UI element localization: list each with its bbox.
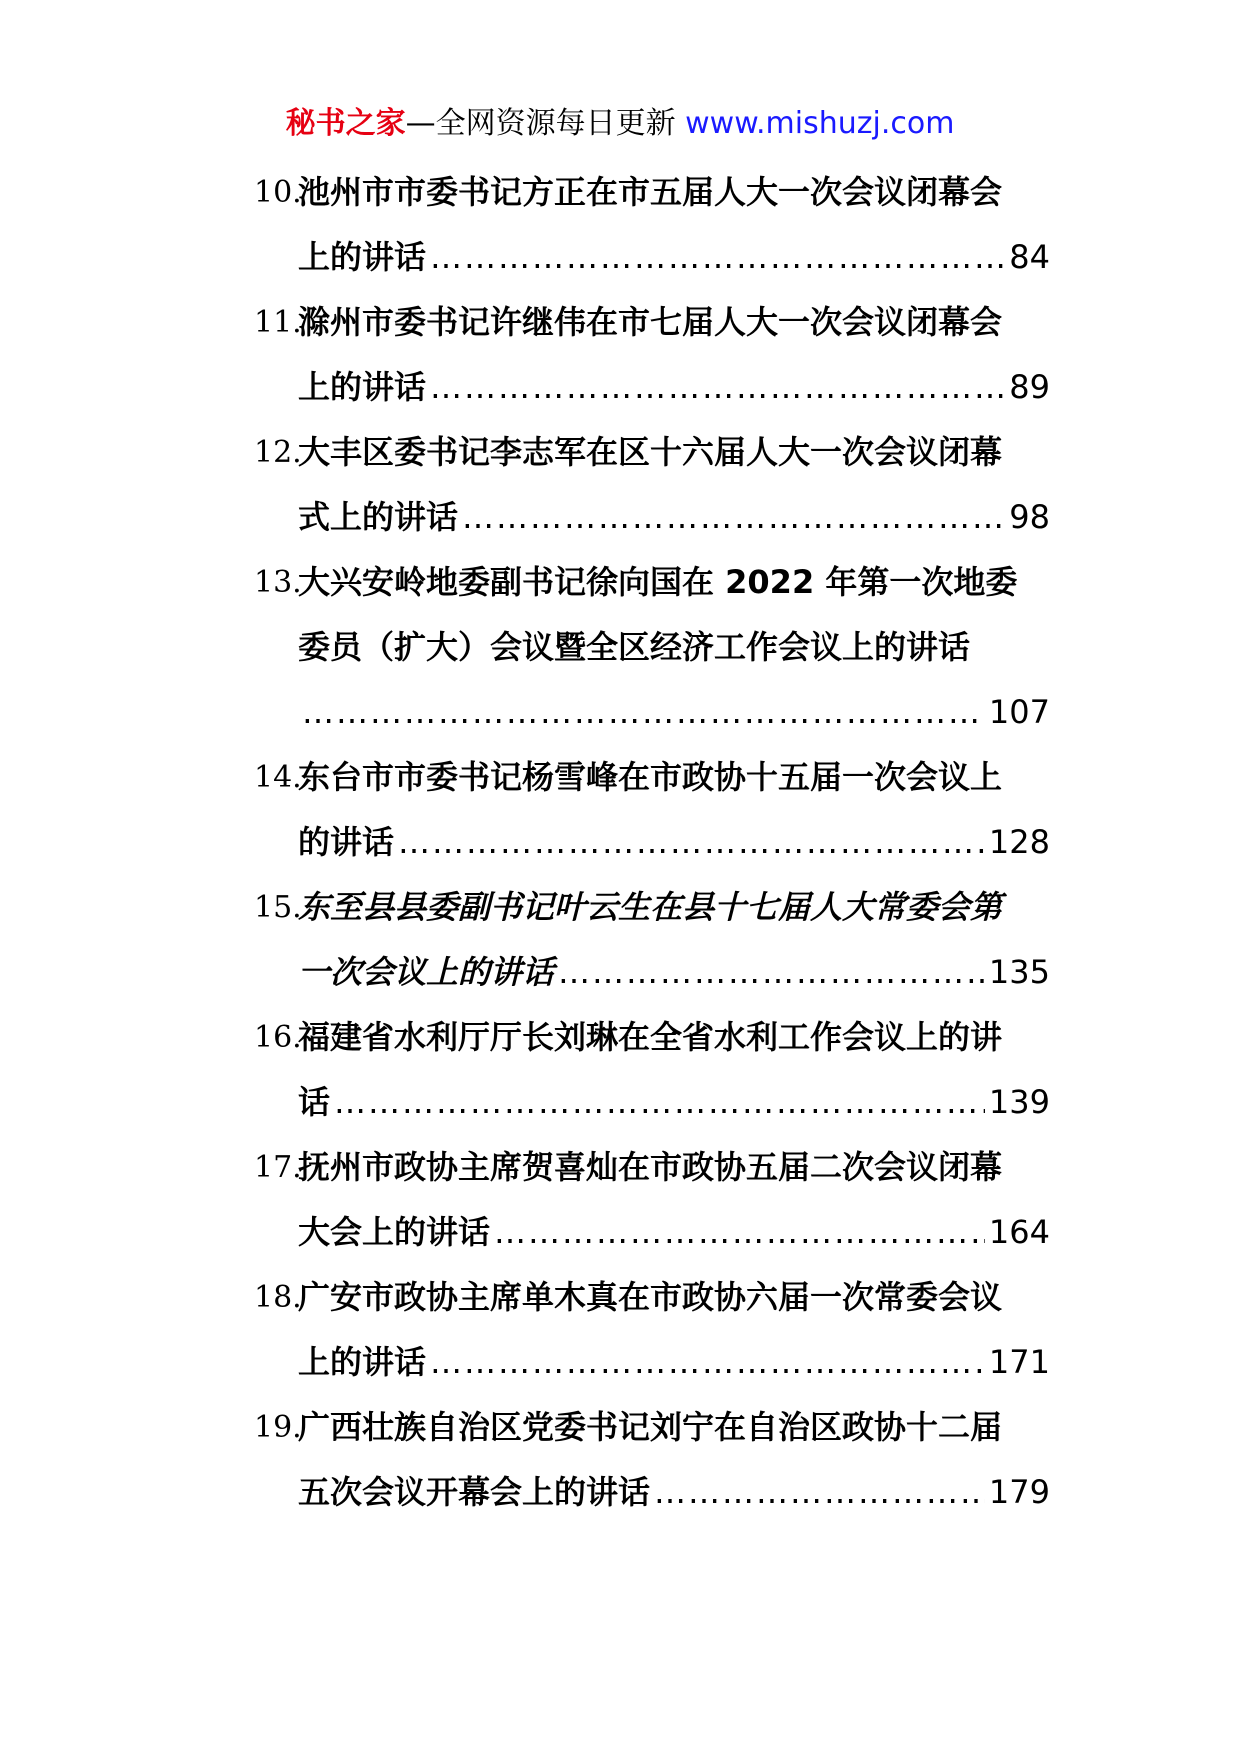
table-of-contents bbox=[0, 160, 1240, 1525]
entry-last-line bbox=[298, 680, 1050, 745]
dot-leader bbox=[494, 1200, 985, 1265]
entry-last-line bbox=[298, 485, 1050, 550]
entry-last-line bbox=[298, 810, 1050, 875]
page-number: 164 bbox=[988, 1213, 1050, 1251]
toc-entry-18[interactable] bbox=[254, 1265, 1050, 1395]
entry-number: 10. bbox=[254, 175, 302, 210]
entry-number: 15. bbox=[254, 890, 302, 925]
toc-entry-12[interactable] bbox=[254, 420, 1050, 550]
entry-title-line1: 广安市政协主席单木真在市政协六届一次常委会议 bbox=[298, 1278, 1003, 1316]
entry-last-line bbox=[298, 355, 1050, 420]
page-number: 171 bbox=[988, 1343, 1050, 1381]
toc-entry-16[interactable] bbox=[254, 1005, 1050, 1135]
toc-entry-15[interactable] bbox=[254, 875, 1050, 1005]
entry-title-tail: 的讲话 bbox=[298, 823, 395, 861]
dot-leader bbox=[430, 355, 1005, 420]
page-number: 128 bbox=[988, 823, 1050, 861]
entry-title-tail: 大会上的讲话 bbox=[298, 1213, 491, 1251]
toc-entry-19[interactable] bbox=[254, 1395, 1050, 1525]
entry-last-line bbox=[298, 1460, 1050, 1525]
dot-leader bbox=[302, 680, 985, 745]
page-number: 179 bbox=[988, 1473, 1050, 1511]
entry-title-line1: 大兴安岭地委副书记徐向国在 2022 年第一次地委 bbox=[298, 563, 1018, 601]
toc-entry-11[interactable] bbox=[254, 290, 1050, 420]
page-number: 107 bbox=[988, 693, 1050, 731]
dot-leader bbox=[430, 1330, 985, 1395]
entry-title-line1: 大丰区委书记李志军在区十六届人大一次会议闭幕 bbox=[298, 433, 1003, 471]
dot-leader bbox=[654, 1460, 985, 1525]
entry-title-tail: 上的讲话 bbox=[298, 1343, 427, 1381]
entry-title-tail: 式上的讲话 bbox=[298, 498, 459, 536]
entry-title-tail: 话 bbox=[298, 1083, 331, 1121]
toc-entry-17[interactable] bbox=[254, 1135, 1050, 1265]
entry-number: 17. bbox=[254, 1150, 302, 1185]
entry-title-line1: 广西壮族自治区党委书记刘宁在自治区政协十二届 bbox=[298, 1408, 1003, 1446]
toc-entry-14[interactable] bbox=[254, 745, 1050, 875]
dot-leader bbox=[558, 940, 985, 1005]
entry-last-line bbox=[298, 1200, 1050, 1265]
page-number: 89 bbox=[1009, 368, 1050, 406]
dot-leader bbox=[398, 810, 985, 875]
dot-leader bbox=[430, 225, 1005, 290]
entry-number: 19. bbox=[254, 1410, 302, 1445]
entry-title-tail: 五次会议开幕会上的讲话 bbox=[298, 1473, 651, 1511]
entry-number: 18. bbox=[254, 1280, 302, 1315]
entry-title-line1: 福建省水利厅厅长刘琳在全省水利工作会议上的讲 bbox=[298, 1018, 1003, 1056]
entry-number: 16. bbox=[254, 1020, 302, 1055]
website-link[interactable]: www.mishuzj.com bbox=[685, 106, 955, 141]
page-header bbox=[0, 100, 1240, 148]
toc-entry-10[interactable] bbox=[254, 160, 1050, 290]
entry-last-line bbox=[298, 1070, 1050, 1135]
page-number: 84 bbox=[1009, 238, 1050, 276]
entry-last-line bbox=[298, 1330, 1050, 1395]
entry-number: 11. bbox=[254, 305, 302, 340]
entry-number: 12. bbox=[254, 435, 302, 470]
entry-title-line1: 抚州市政协主席贺喜灿在市政协五届二次会议闭幕 bbox=[298, 1148, 1003, 1186]
page-number: 98 bbox=[1009, 498, 1050, 536]
entry-title-line1: 东至县县委副书记叶云生在县十七届人大常委会第 bbox=[298, 888, 1003, 926]
header-slogan: —全网资源每日更新 bbox=[405, 106, 676, 141]
page-number: 139 bbox=[988, 1083, 1050, 1121]
entry-title-tail: 一次会议上的讲话 bbox=[298, 953, 555, 991]
entry-number: 13. bbox=[254, 565, 302, 600]
entry-title-tail: 上的讲话 bbox=[298, 368, 427, 406]
entry-title-line1: 池州市市委书记方正在市五届人大一次会议闭幕会 bbox=[298, 173, 1003, 211]
entry-title-tail: 上的讲话 bbox=[298, 238, 427, 276]
brand-name: 秘书之家 bbox=[285, 106, 406, 141]
entry-title-line2: 委员（扩大）会议暨全区经济工作会议上的讲话 bbox=[298, 628, 971, 666]
entry-number: 14. bbox=[254, 760, 302, 795]
entry-title-line1: 东台市市委书记杨雪峰在市政协十五届一次会议上 bbox=[298, 758, 1003, 796]
entry-last-line bbox=[298, 940, 1050, 1005]
page-number: 135 bbox=[988, 953, 1050, 991]
toc-entry-13[interactable] bbox=[254, 550, 1050, 745]
dot-leader bbox=[462, 485, 1005, 550]
entry-title-line1: 滁州市委书记许继伟在市七届人大一次会议闭幕会 bbox=[298, 303, 1003, 341]
dot-leader bbox=[334, 1070, 985, 1135]
entry-last-line bbox=[298, 225, 1050, 290]
